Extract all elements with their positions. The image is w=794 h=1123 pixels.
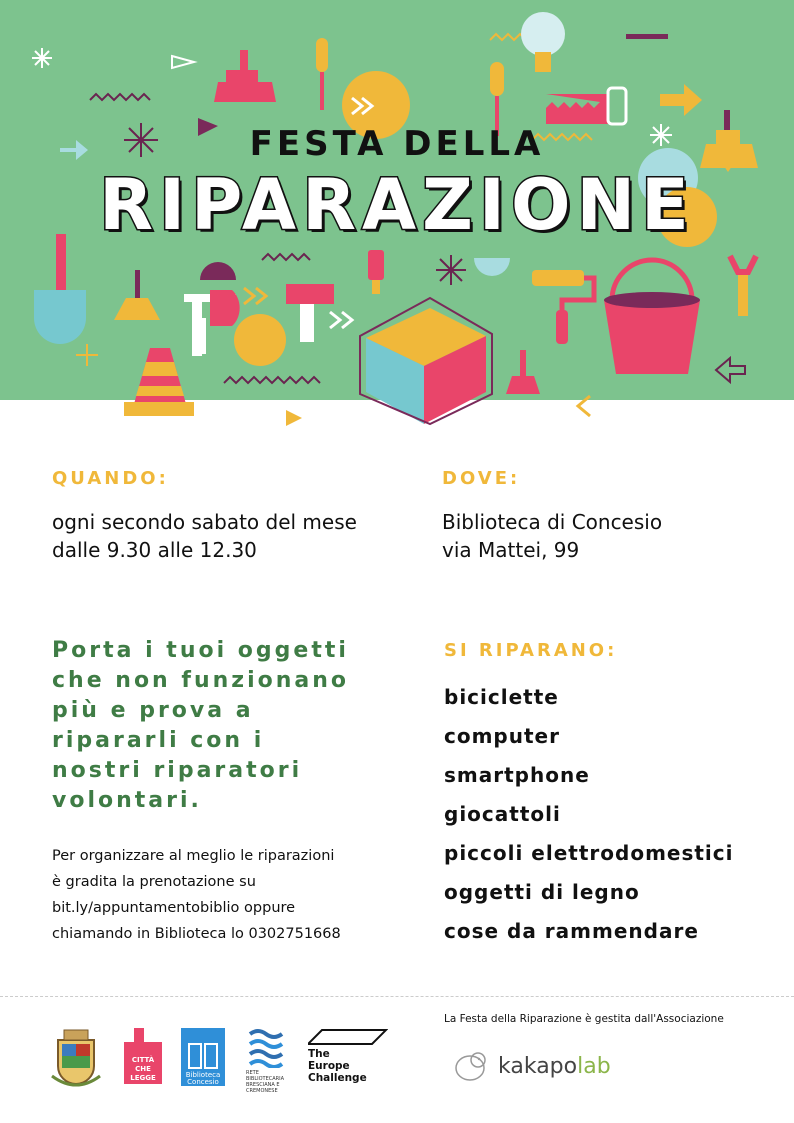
citta-che-legge-logo (120, 1028, 164, 1086)
citta-che-legge-text: CITTÀ CHE LEGGE (130, 1056, 156, 1082)
sparkle-icon (436, 255, 466, 285)
footer-note: La Festa della Riparazione è gestita dall'Associazione (444, 1013, 724, 1025)
invite-line: più e prova a (52, 698, 254, 723)
where-label: DOVE: (442, 468, 521, 489)
rete-bibliotecaria-logo (246, 1028, 292, 1094)
lab-text: lab (577, 1053, 611, 1079)
where-info (442, 508, 662, 564)
booking-link-line[interactable]: bit.ly/appuntamentobiblio oppure (52, 900, 296, 916)
repair-item: computer (444, 724, 560, 748)
repair-item: smartphone (444, 763, 590, 787)
triangle-decoration (286, 410, 302, 426)
repair-item: piccoli elettrodomestici (444, 841, 734, 865)
biblioteca-concesio-text: Biblioteca Concesio (185, 1071, 221, 1086)
when-line-2: dalle 9.30 alle 12.30 (52, 538, 257, 562)
kakapolab-logo (452, 1046, 611, 1086)
where-line-1: Biblioteca di Concesio (442, 510, 663, 534)
when-label: QUANDO: (52, 468, 169, 489)
parallelogram-icon (308, 1028, 388, 1046)
sparkle-icon (32, 48, 52, 68)
booking-phone-line: chiamando in Biblioteca lo 0302751668 (52, 926, 341, 942)
invite-text (52, 636, 392, 816)
invite-line: volontari. (52, 788, 202, 813)
repairs-label: SI RIPARANO: (444, 640, 618, 661)
repair-item: cose da rammendare (444, 919, 699, 943)
europe-challenge-text (308, 1048, 367, 1084)
repair-item: biciclette (444, 685, 559, 709)
invite-line: nostri riparatori (52, 758, 303, 783)
europe-line: Challenge (308, 1072, 367, 1084)
booking-line: Per organizzare al meglio le riparazioni (52, 848, 335, 864)
title-line-2: RIPARAZIONE (99, 164, 695, 246)
where-line-2: via Mattei, 99 (442, 538, 580, 562)
circle-decoration (234, 314, 286, 366)
coat-of-arms-logo (50, 1026, 102, 1090)
book-icon (181, 1032, 225, 1072)
waves-icon (246, 1028, 292, 1068)
repair-item: oggetti di legno (444, 880, 640, 904)
hero-banner (0, 0, 794, 400)
biblioteca-concesio-logo (181, 1028, 225, 1086)
when-info (52, 508, 357, 564)
booking-line: è gradita la prenotazione su (52, 874, 256, 890)
repair-item: giocattoli (444, 802, 561, 826)
europe-line: Europe (308, 1060, 350, 1072)
europe-line: The (308, 1048, 330, 1060)
invite-line: che non funzionano (52, 668, 350, 693)
footer-divider (0, 996, 794, 997)
bar-decoration (626, 34, 668, 39)
invite-line: ripararli con i (52, 728, 265, 753)
bird-icon (452, 1048, 492, 1084)
booking-text (52, 843, 402, 947)
kakapo-text: kakapo (498, 1053, 578, 1079)
repairs-list (444, 678, 774, 951)
title-line-1: FESTA DELLA (249, 124, 545, 164)
when-line-1: ogni secondo sabato del mese (52, 510, 357, 534)
rete-bibliotecaria-text: RETE BIBLIOTECARIA BRESCIANA E CREMONESE (246, 1070, 285, 1094)
invite-line: Porta i tuoi oggetti (52, 638, 349, 663)
